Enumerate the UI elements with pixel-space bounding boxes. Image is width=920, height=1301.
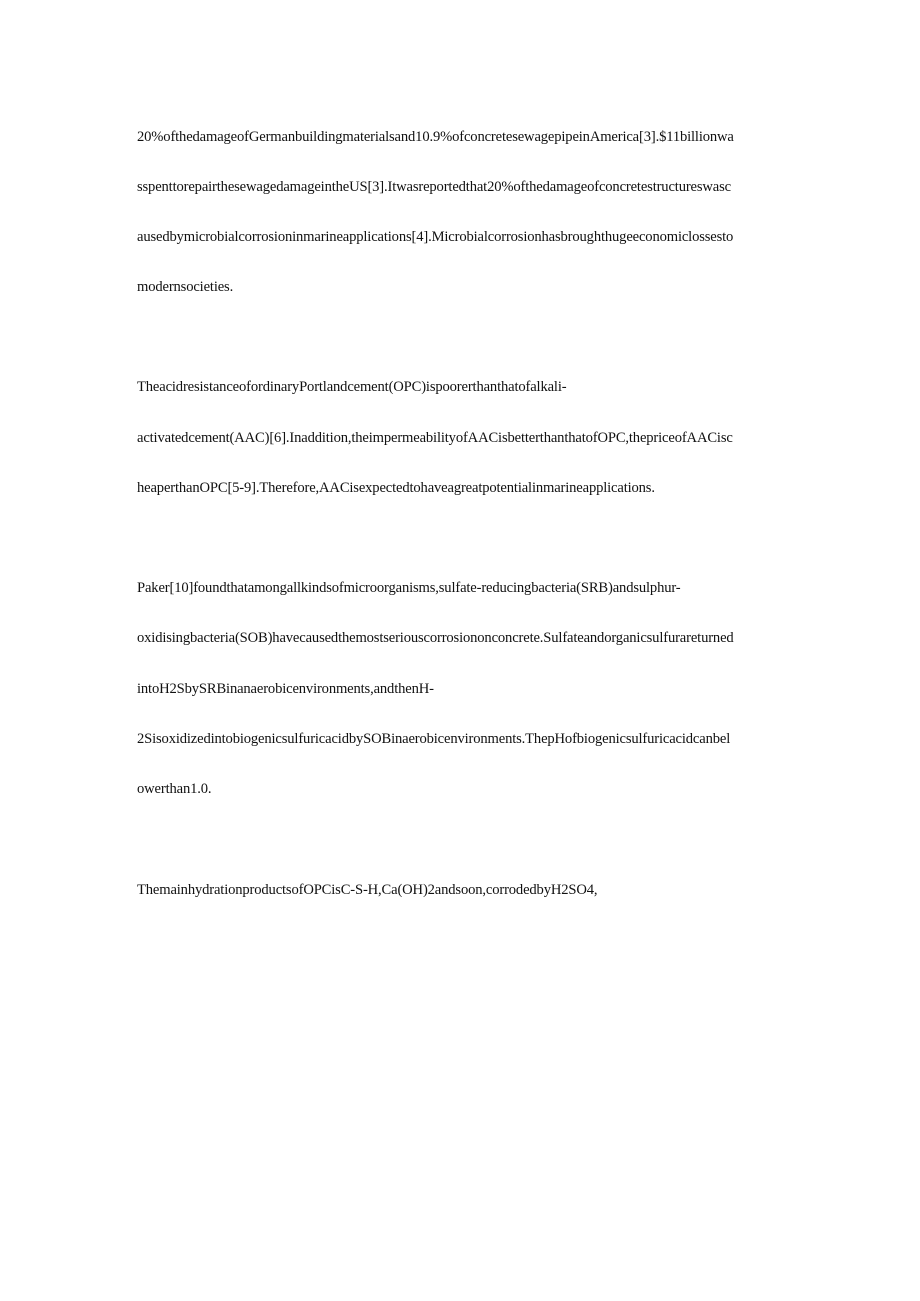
paragraph-3-line-1: Paker[10]foundthatamongallkindsofmicroorganisms,sulfate-reducingbacteria(SRB)andsulphur- — [137, 580, 681, 596]
paragraph-3-line-5: owerthan1.0. — [137, 781, 212, 797]
paragraph-1-line-4: modernsocieties. — [137, 279, 234, 295]
paragraph-3-line-4: 2SisoxidizedintobiogenicsulfuricacidbySOBinaerobicenvironments.ThepHofbiogenicsulfuricacidcanbel — [137, 731, 731, 747]
paragraph-3-line-3: intoH2SbySRBinanaerobicenvironments,andthenH- — [137, 681, 434, 697]
paragraph-2-line-2: activatedcement(AAC)[6].Inaddition,theimpermeabilityofAACisbetterthanthatofOPC,thepriceofAACisc — [137, 430, 733, 446]
paragraph-1-line-1: 20%ofthedamageofGermanbuildingmaterialsand10.9%ofconcretesewagepipeinAmerica[3].$11billionwa — [137, 129, 734, 145]
paragraph-3-line-2: oxidisingbacteria(SOB)havecausedthemostseriouscorrosiononconcrete.Sulfateandorganicsulfurareturned — [137, 630, 734, 646]
paragraph-1-line-3: ausedbymicrobialcorrosioninmarineapplications[4].Microbialcorrosionhasbroughthugeeconomiclossesto — [137, 229, 734, 245]
paragraph-4-line-1: ThemainhydrationproductsofOPCisC-S-H,Ca(OH)2andsoon,corrodedbyH2SO4, — [137, 882, 598, 898]
paragraph-2-line-3: heaperthanOPC[5-9].Therefore,AACisexpectedtohaveagreatpotentialinmarineapplications. — [137, 480, 655, 496]
paragraph-1-line-2: sspenttorepairthesewagedamageintheUS[3].Itwasreportedthat20%ofthedamageofconcretestructureswasc — [137, 179, 731, 195]
paragraph-2-line-1: TheacidresistanceofordinaryPortlandcement(OPC)ispoorerthanthatofalkali- — [137, 379, 567, 395]
